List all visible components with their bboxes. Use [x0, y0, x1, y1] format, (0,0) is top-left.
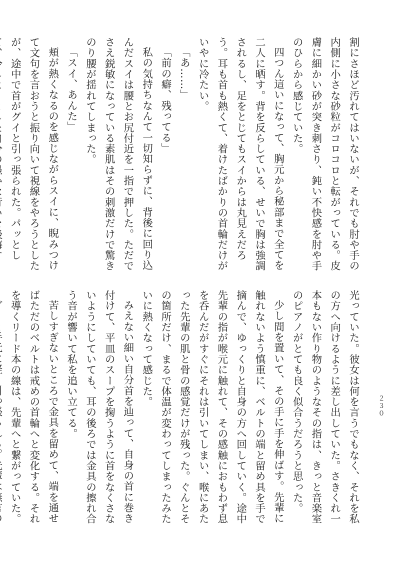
dialogue-line: 「スイ、あんた」 — [65, 47, 78, 133]
paragraph: みえない細い自分首を辿って、自身の首に巻き付けて、平皿のスープを掬うように首をなくさないようにしていても、耳の後ろでは金具の擦れ合う音が響いて私を追い立てる。 — [65, 290, 134, 525]
paragraph: 四つん這いになって、胸元から秘部まで全てを二人に晒す。背を反らしている、せいで胸は強調されるし、足をとじてもスイからは丸見えだろう。耳も首も熱くて、着けたばかりの首輪だけがいやに冷たい。 — [196, 37, 284, 272]
dialogue-line: 「あ……」 — [177, 47, 190, 101]
paragraph: 少し間を置いて、その手に手を伸ばす。先輩に触れないよう慎重に、ベルトの端と留め具を手で摘んで、ゆっくりと自身の方へ回していく。途中先輩の指が喉元に触れて、その感触におもわず息を呑んだがすぐにそれは引いてしまい、喉にあたった先輩の肌と骨の感覚だけが残った。ぐんとその箇所だけ、まるで体温が変わってしまったみたいに熱くなって感じた。 — [140, 290, 284, 525]
lower-text-block — [8, 290, 362, 534]
paragraph: 光っていた。彼女は何を言うでもなく、それを私の方へ向けるように差し出していた。さきくれ一本もない作り物のようなその指は、きっと音楽室のピアノがとても良く似合うだろうと思った。 — [290, 290, 359, 525]
paragraph: 割にさほど汚れてはいないが、それでも肘や手の内側に小さな砂粒がコロコロと転がっている。皮膚に細かい砂が突き刺さり、鈍い不快感を肘や手のひらから感じていた。 — [290, 37, 359, 272]
paragraph: 頬が熱くなるのを感じながらスイに、睨みつけて文句を言おうと振り向いて視線をやろうとしたが、途中で首がグイと引っ張られた。パッとし — [8, 37, 59, 272]
paragraph — [0, 290, 5, 534]
page-number: ２３０ — [377, 395, 385, 418]
paragraph: 苦しすぎないところで金具を留めて、端を通せばただのベルトは戒めの首輪へと変化する。それを導くリード本の線は、先輩へと繋がっていた。 — [8, 290, 59, 525]
upper-text-block — [8, 37, 362, 281]
paragraph: 私の気持ちなんて一切知らずに、背後に回り込んだスイは腰とお尻付近を一指で押した。ただでさえ鋭敏になっている素肌はその刺激だけで驚きのり腰が揺れてしまった。 — [83, 37, 153, 272]
dialogue-line: 「前の癖、残ってる」 — [159, 47, 172, 154]
